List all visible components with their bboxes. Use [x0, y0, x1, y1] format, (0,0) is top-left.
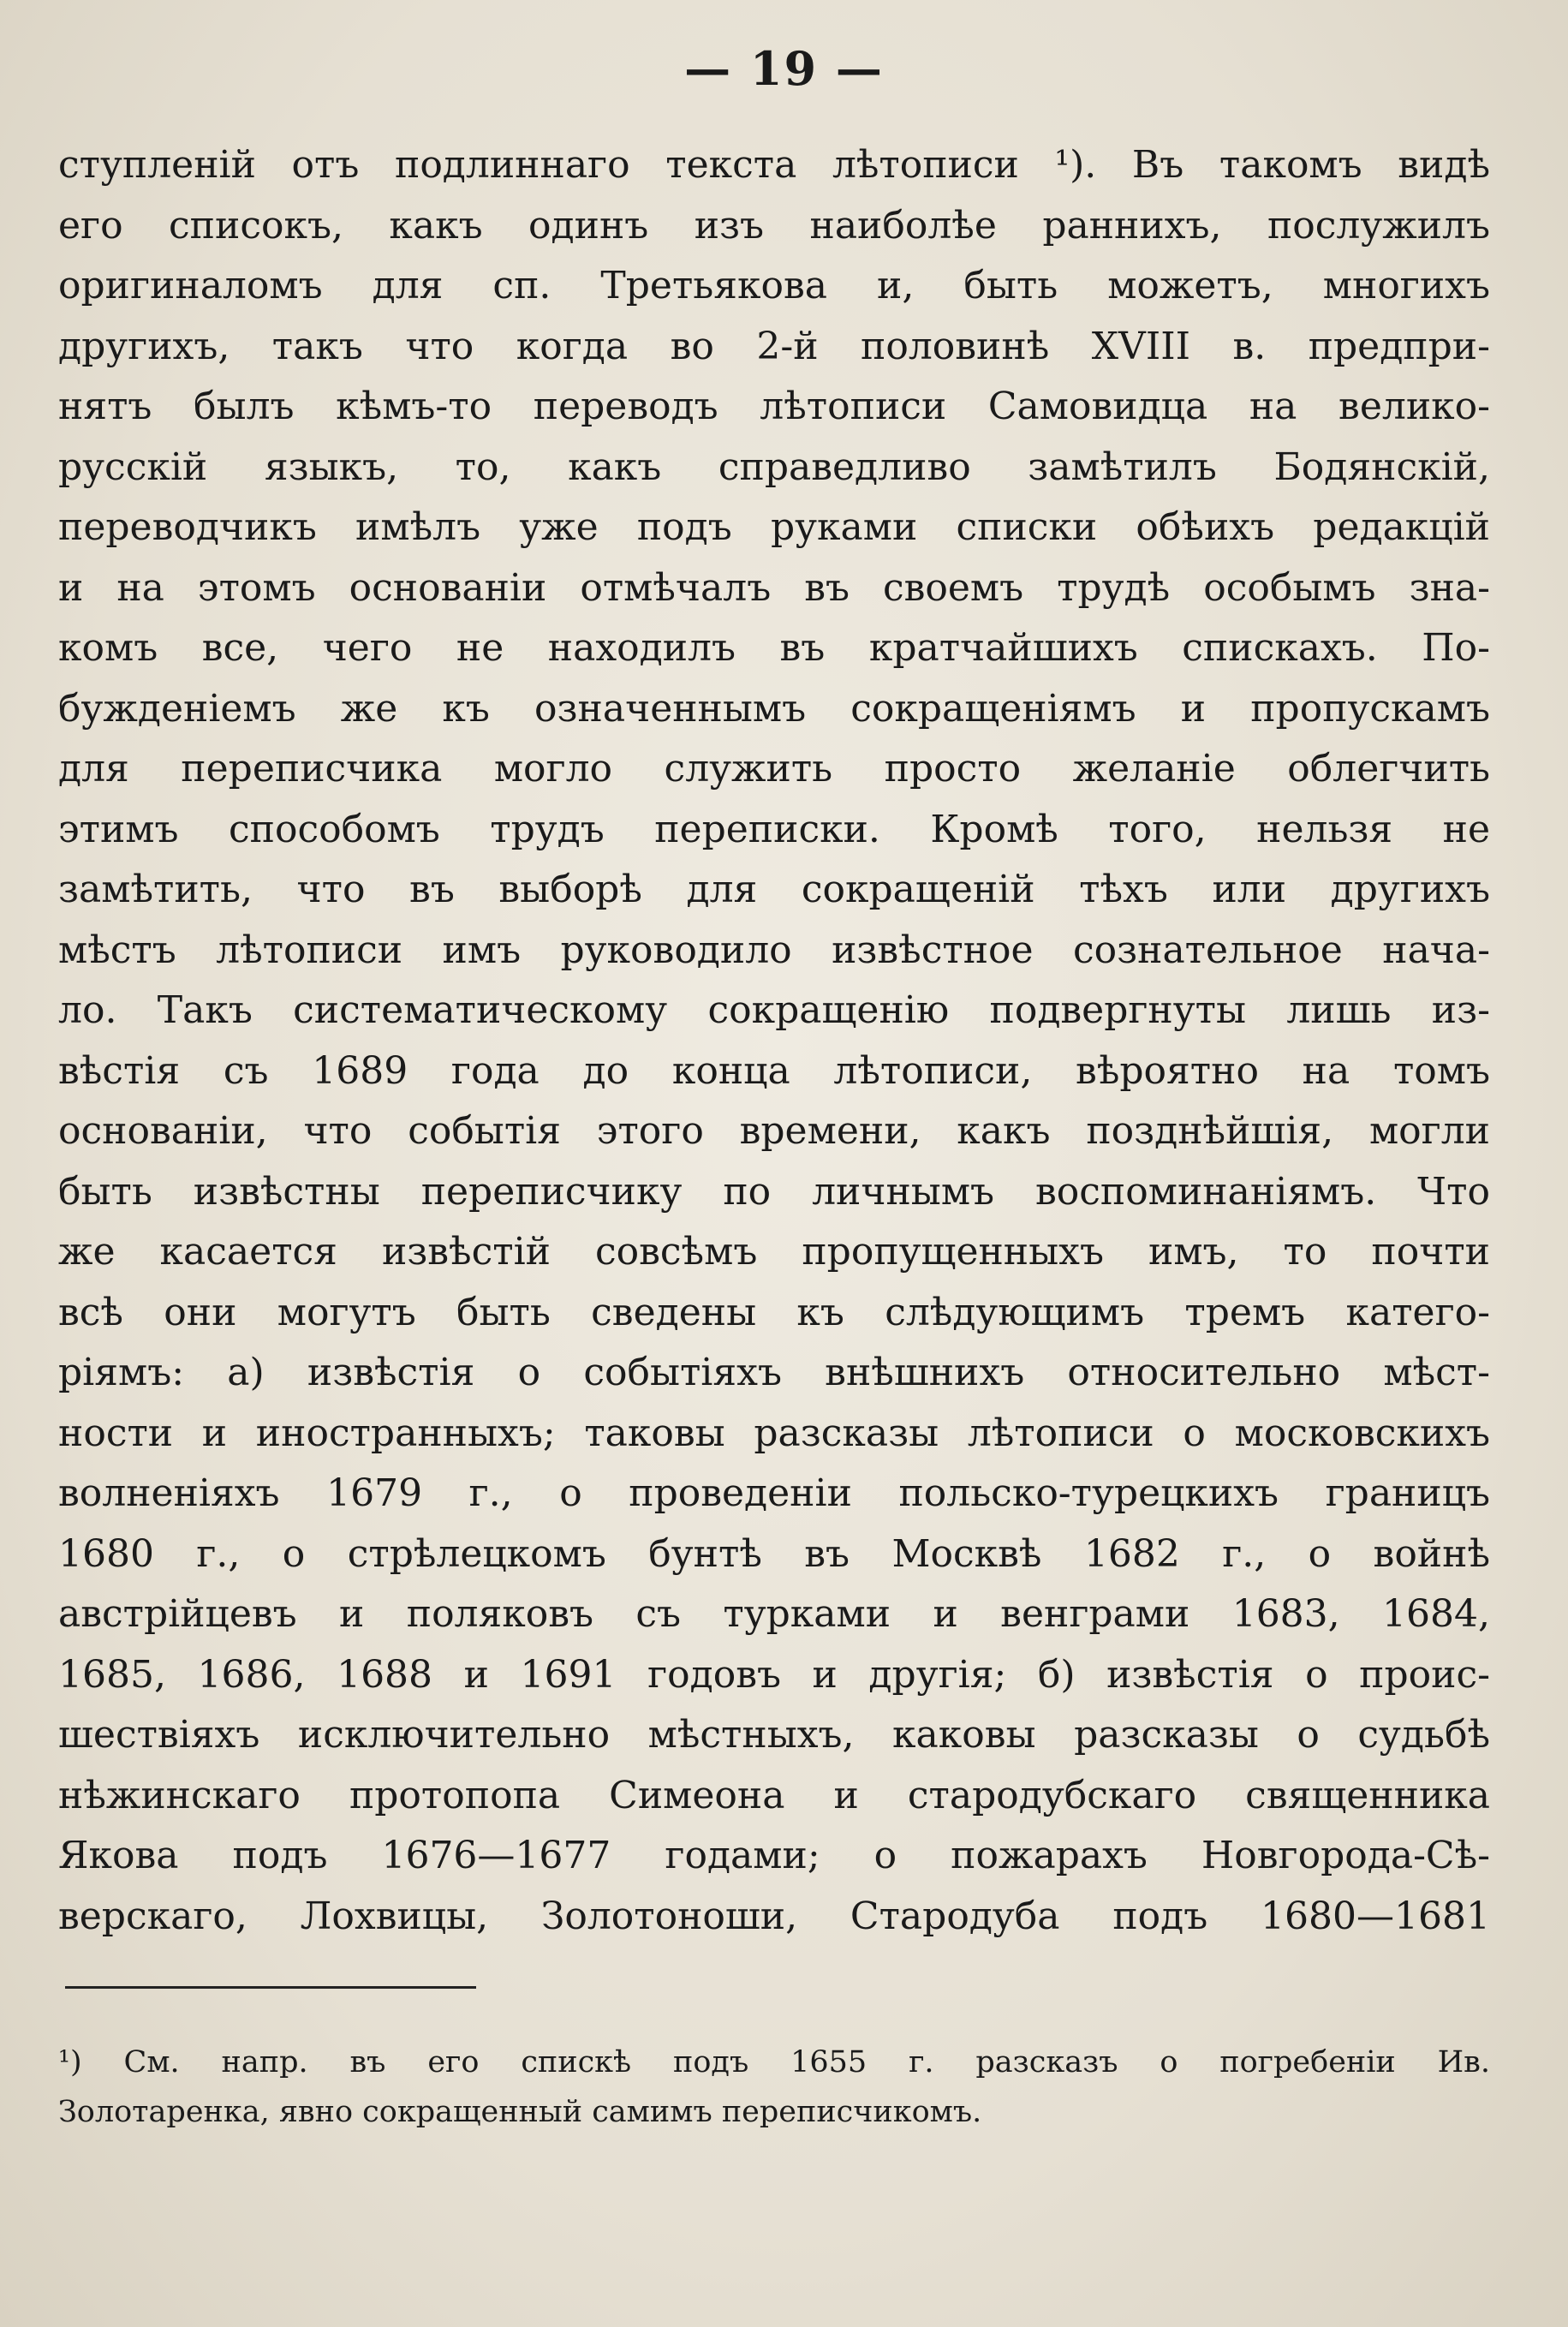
- text-line: нятъ былъ кѣмъ-то переводъ лѣтописи Самовидца на велико-: [58, 385, 1490, 428]
- text-line: волненіяхъ 1679 г., о проведеніи польско-турецкихъ границъ: [58, 1471, 1490, 1515]
- text-line: этимъ способомъ трудъ переписки. Кромѣ того, нельзя не: [58, 807, 1490, 851]
- text-line: же касается извѣстій совсѣмъ пропущенныхъ имъ, то почти: [58, 1230, 1490, 1274]
- text-line: шествіяхъ исключительно мѣстныхъ, каковы разсказы о судьбѣ: [58, 1713, 1490, 1757]
- text-line: Якова подъ 1676—1677 годами; о пожарахъ Новгорода-Сѣ-: [58, 1834, 1490, 1877]
- text-line: всѣ они могутъ быть сведены къ слѣдующимъ тремъ катего-: [58, 1290, 1490, 1334]
- text-line: русскій языкъ, то, какъ справедливо замѣтилъ Бодянскій,: [58, 445, 1490, 489]
- text-line: ступленій отъ подлиннаго текста лѣтописи ¹). Въ такомъ видѣ: [58, 143, 1490, 187]
- text-line: другихъ, такъ что когда во 2-й половинѣ XVIII в. предпри-: [58, 324, 1490, 368]
- text-line: ло. Такъ систематическому сокращенію подвергнуты лишь из-: [58, 988, 1490, 1032]
- body-text: [58, 135, 1490, 1947]
- text-line: его списокъ, какъ одинъ изъ наиболѣе раннихъ, послужилъ: [58, 203, 1490, 248]
- text-line: ности и иностранныхъ; таковы разсказы лѣтописи о московскихъ: [58, 1411, 1490, 1455]
- text-line: бужденіемъ же къ означеннымъ сокращеніямъ и пропускамъ: [58, 686, 1490, 731]
- text-line: замѣтить, что въ выборѣ для сокращеній тѣхъ или другихъ: [58, 868, 1490, 911]
- text-line: 1680 г., о стрѣлецкомъ бунтѣ въ Москвѣ 1682 г., о войнѣ: [58, 1531, 1490, 1576]
- text-line: вѣстія съ 1689 года до конца лѣтописи, вѣроятно на томъ: [58, 1048, 1490, 1093]
- text-line: и на этомъ основаніи отмѣчалъ въ своемъ трудѣ особымъ зна-: [58, 565, 1490, 610]
- footnote-line: ¹) См. напр. въ его спискѣ подъ 1655 г. разсказъ о погребеніи Ив.: [58, 2045, 1490, 2079]
- text-line: нѣжинскаго протопопа Симеона и стародубскаго священника: [58, 1773, 1490, 1817]
- text-line: быть извѣстны переписчику по личнымъ воспоминаніямъ. Что: [58, 1169, 1490, 1214]
- text-line: австрійцевъ и поляковъ съ турками и венграми 1683, 1684,: [58, 1592, 1490, 1636]
- text-line: верскаго, Лохвицы, Золотоноши, Стародуба подъ 1680—1681: [58, 1894, 1490, 1938]
- text-line: комъ все, чего не находилъ въ кратчайшихъ спискахъ. По-: [58, 626, 1490, 670]
- text-line: 1685, 1686, 1688 и 1691 годовъ и другія; б) извѣстія о проис-: [58, 1652, 1490, 1697]
- footnotes: [58, 2038, 1490, 2137]
- text-line: оригиналомъ для сп. Третьякова и, быть можетъ, многихъ: [58, 264, 1490, 307]
- text-line: переводчикъ имѣлъ уже подъ руками списки обѣихъ редакцій: [58, 505, 1490, 549]
- text-line: ріямъ: а) извѣстія о событіяхъ внѣшнихъ относительно мѣст-: [58, 1351, 1490, 1394]
- text-line: для переписчика могло служить просто желаніе облегчить: [58, 747, 1490, 791]
- page-number: — 19 —: [684, 41, 884, 96]
- text-line: мѣстъ лѣтописи имъ руководило извѣстное сознательное нача-: [58, 928, 1490, 972]
- text-line: основаніи, что событія этого времени, какъ позднѣйшія, могли: [58, 1109, 1490, 1153]
- footnote-divider: [65, 1986, 476, 1989]
- footnote-line: Золотаренка, явно сокращенный самимъ переписчикомъ.: [58, 2095, 982, 2129]
